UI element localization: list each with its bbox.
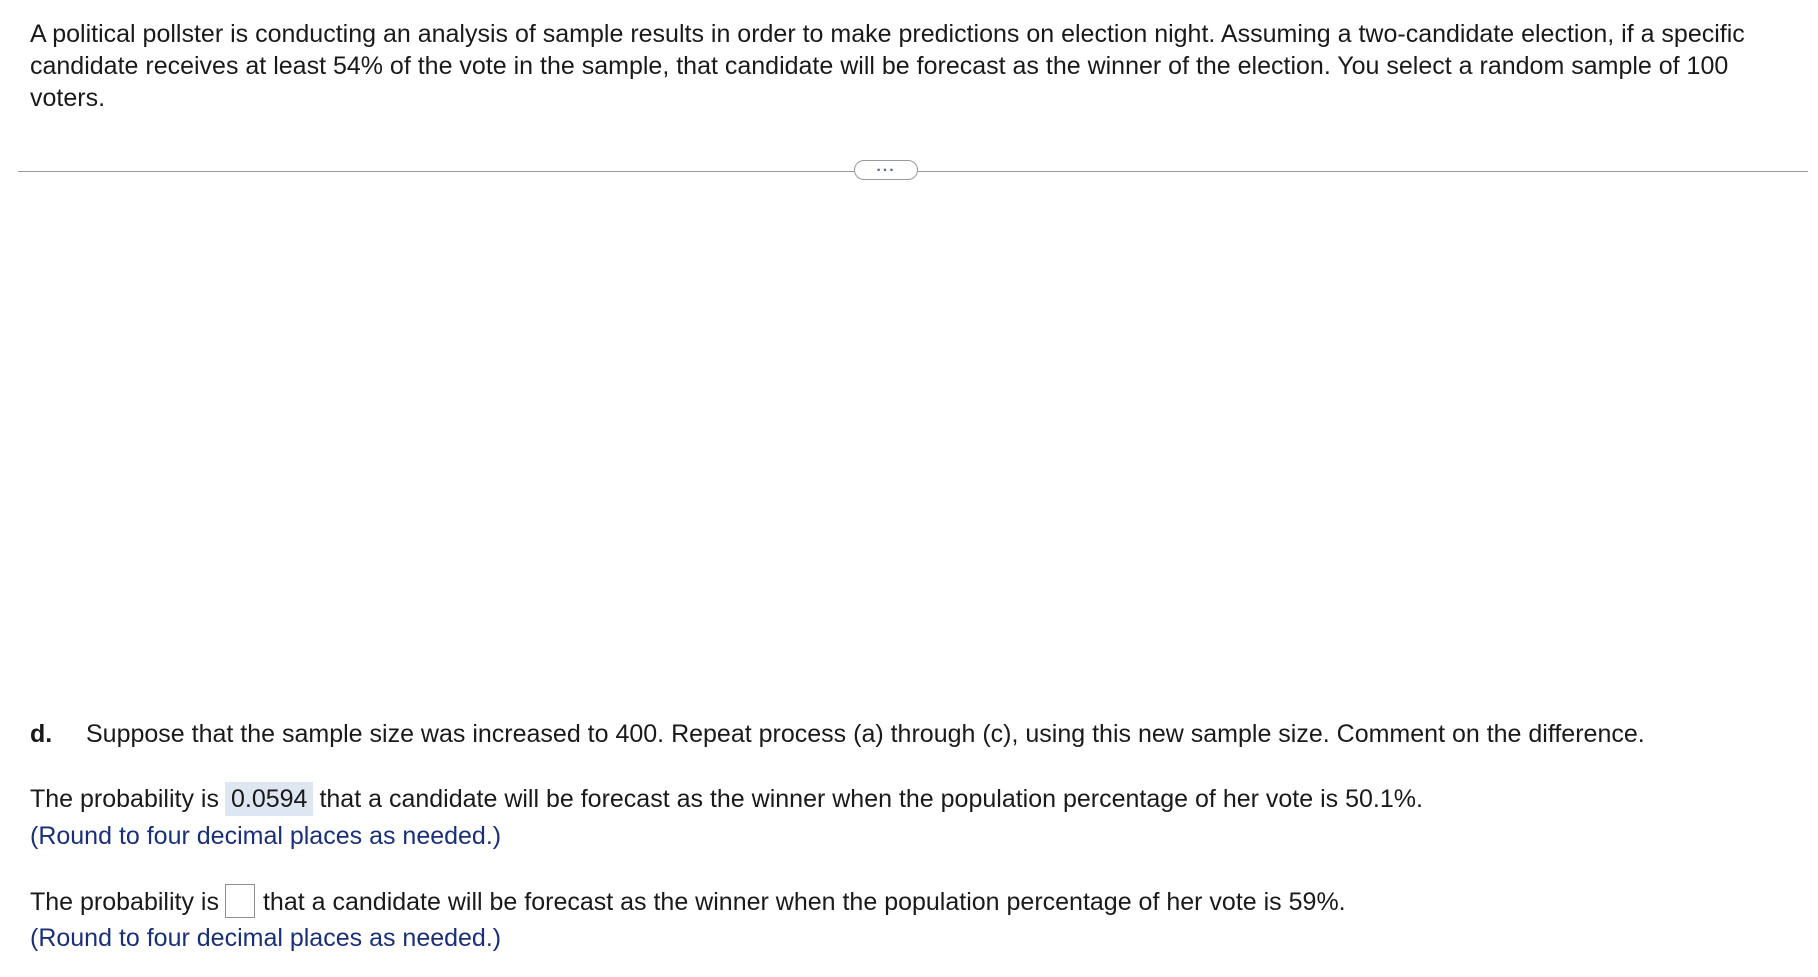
q2-hint: (Round to four decimal places as needed.) [30,924,502,952]
section-divider [18,160,1808,184]
q2-answer-input[interactable] [225,884,255,918]
question-1 [30,782,1423,816]
q1-hint: (Round to four decimal places as needed.) [30,822,502,850]
q2-prefix: The probability is [30,888,219,916]
q2-suffix: that a candidate will be forecast as the winner when the population percentage of her vote is 59%. [262,888,1346,916]
expand-button[interactable] [854,160,918,180]
q1-suffix: that a candidate will be forecast as the winner when the population percentage of her vote is 50.1%. [319,785,1423,813]
part-label: d. [30,720,53,748]
part-d-text: Suppose that the sample size was increased to 400. Repeat process (a) through (c), using this new sample size. Comment on the difference. [86,720,1645,748]
q1-prefix: The probability is [30,785,219,813]
question-2 [30,884,1346,918]
ellipsis-icon: ... [876,158,896,175]
problem-intro: A political pollster is conducting an analysis of sample results in order to make predictions on election night. Assuming a two-candidate election, if a specific candidate receives at least 54% of the vote in the sample, that candidate will be forecast as the winner of the election. You select a random sample of 100 voters. [30,20,1745,112]
q1-answer-field[interactable]: 0.0594 [225,782,313,816]
part-d-prompt [30,718,1645,750]
